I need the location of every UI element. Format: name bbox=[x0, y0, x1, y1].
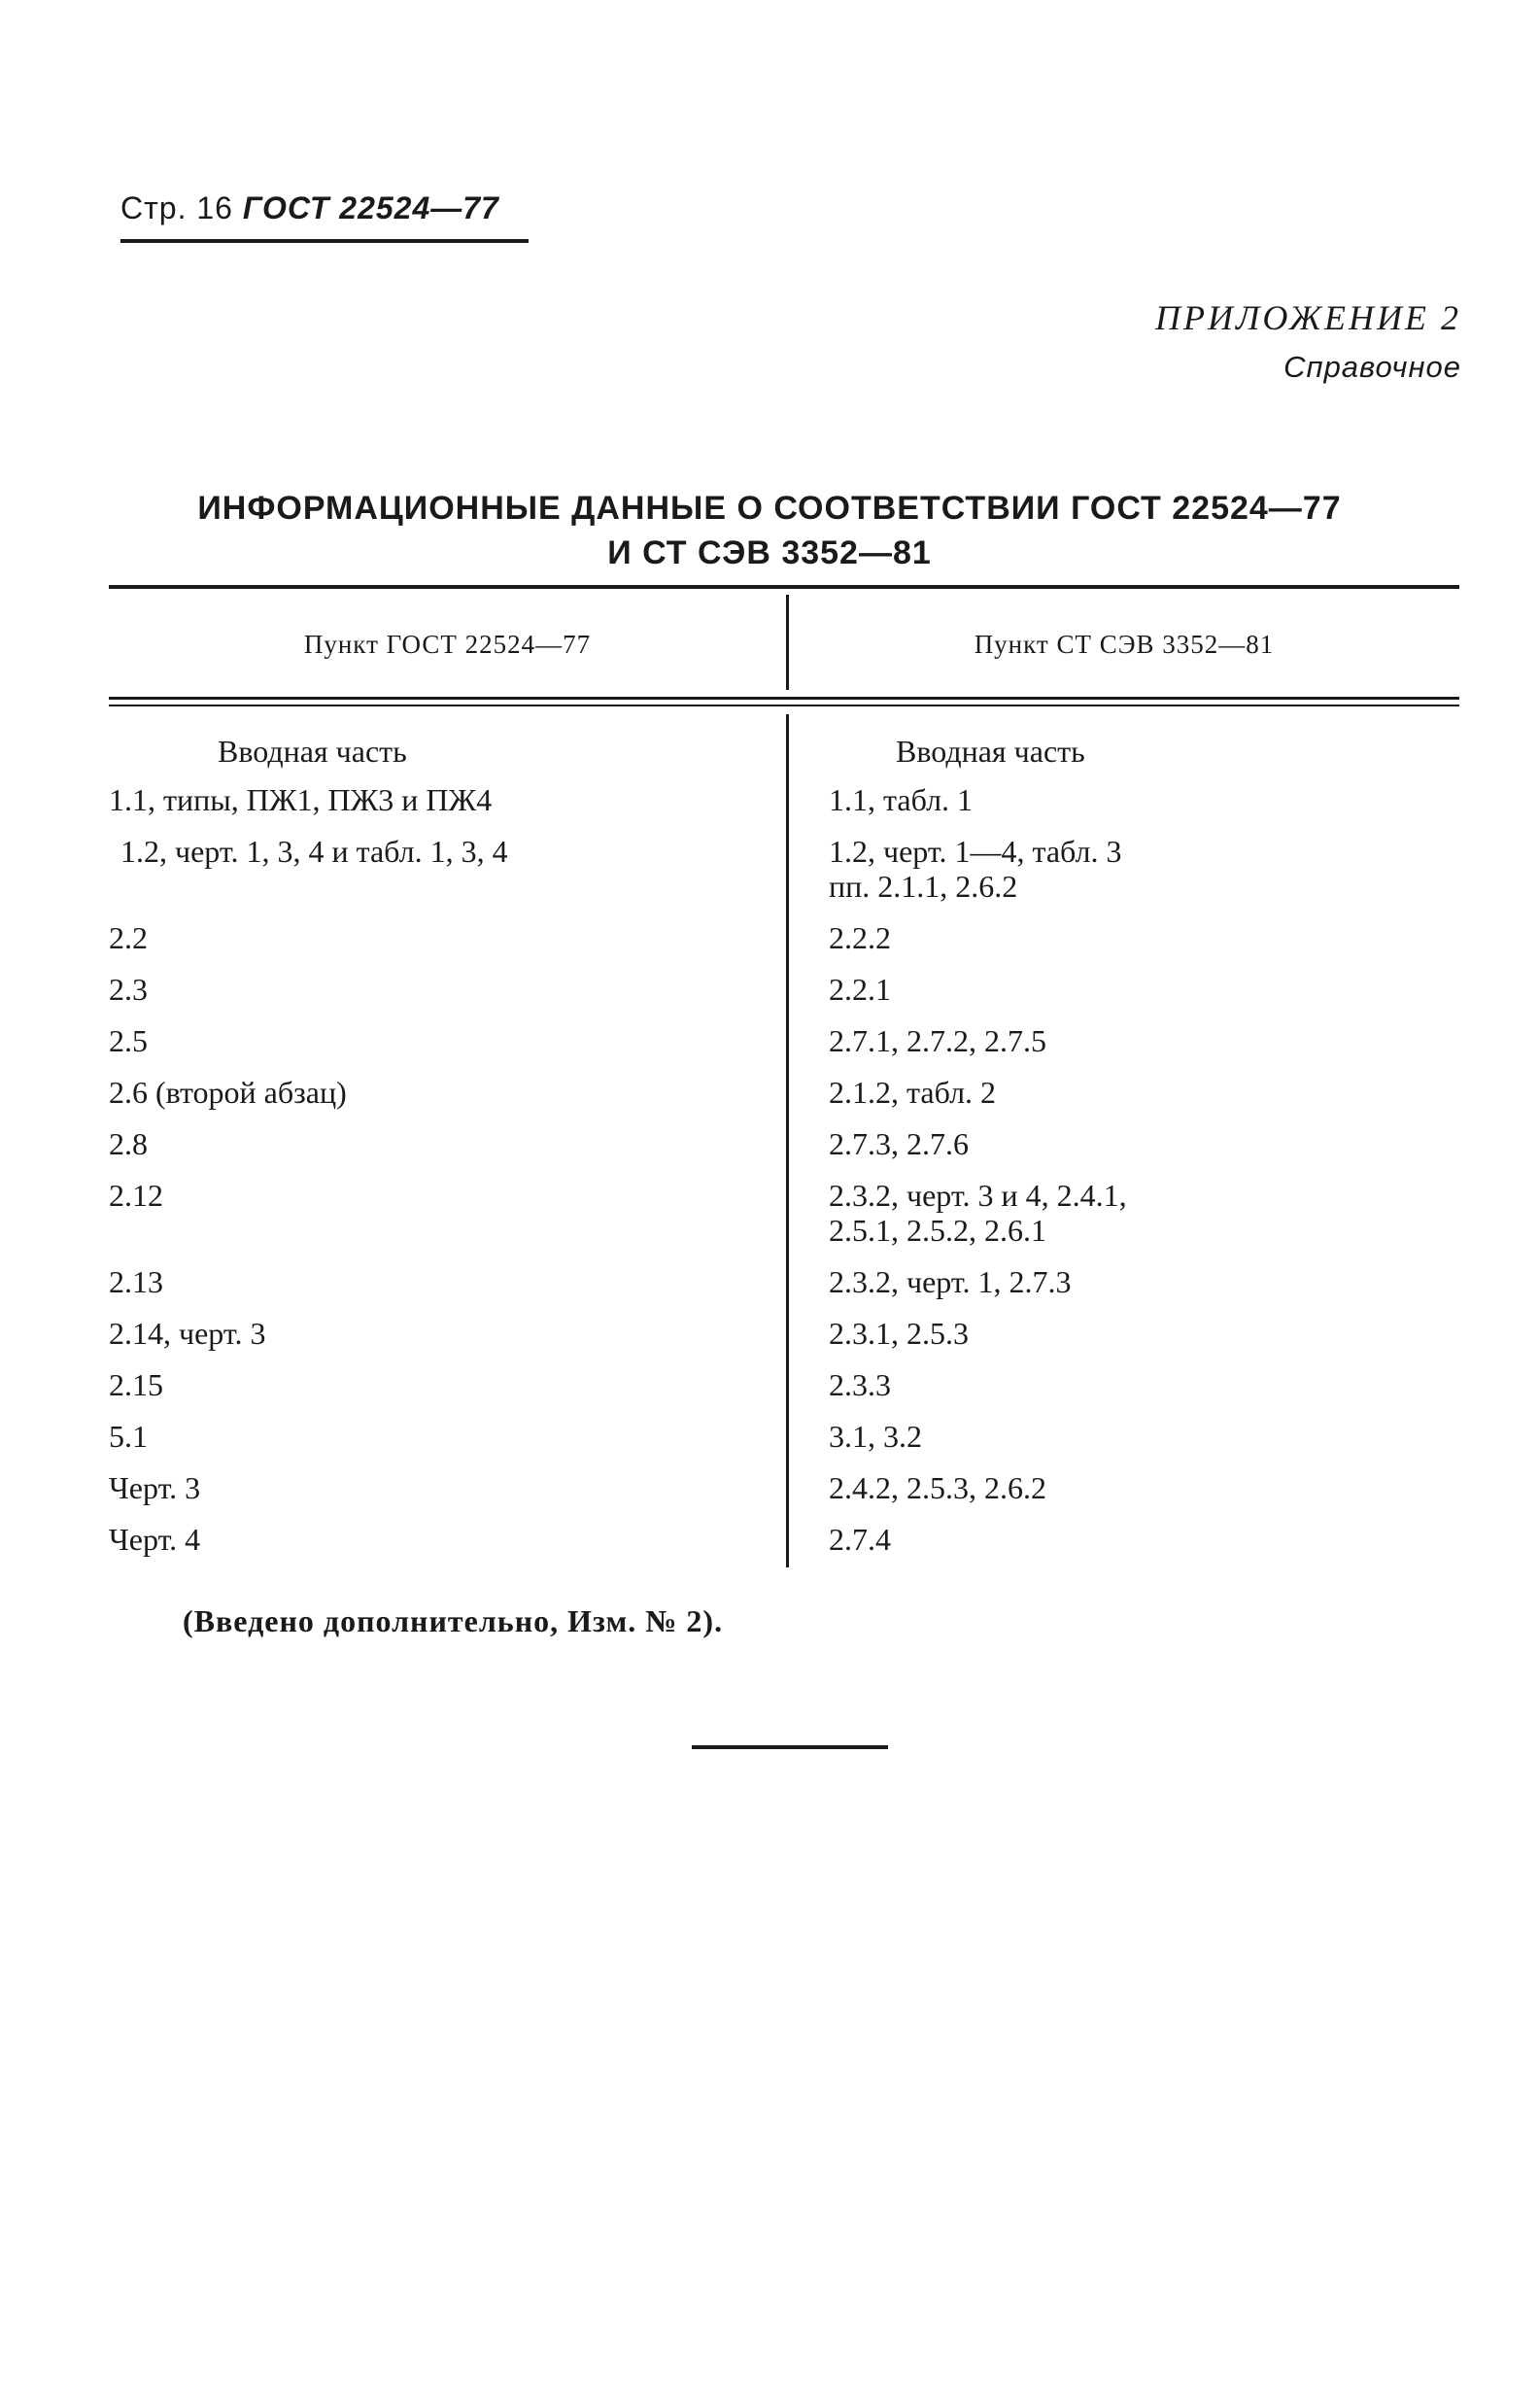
gost-clause: 2.6 (второй абзац) bbox=[109, 1075, 347, 1110]
table-header-rule-double bbox=[109, 705, 1459, 706]
table-row bbox=[109, 1316, 1459, 1351]
st-sev-clause: 1.1, табл. 1 bbox=[829, 782, 974, 817]
gost-clause: 2.2 bbox=[109, 920, 148, 955]
gost-clause: Черт. 4 bbox=[109, 1522, 201, 1557]
appendix-title: ПРИЛОЖЕНИЕ 2 bbox=[1155, 298, 1461, 337]
gost-clause: 1.1, типы, ПЖ1, ПЖ3 и ПЖ4 bbox=[109, 782, 493, 817]
st-sev-clause: 2.7.1, 2.7.2, 2.7.5 bbox=[829, 1023, 1046, 1058]
st-sev-clause: 2.7.3, 2.7.6 bbox=[829, 1126, 969, 1161]
standard-number: ГОСТ 22524—77 bbox=[242, 190, 499, 225]
st-sev-clause: 2.3.1, 2.5.3 bbox=[829, 1316, 969, 1351]
table-row bbox=[109, 834, 1459, 904]
gost-clause: 2.5 bbox=[109, 1023, 148, 1058]
gost-clause: 2.15 bbox=[109, 1367, 163, 1402]
correspondence-table bbox=[109, 734, 1459, 1573]
table-row bbox=[109, 1126, 1459, 1161]
table-row bbox=[109, 1522, 1459, 1557]
st-sev-clause: 3.1, 3.2 bbox=[829, 1419, 922, 1454]
column-header-st-sev: Пункт СТ СЭВ 3352—81 bbox=[974, 630, 1275, 659]
table-row bbox=[109, 972, 1459, 1007]
table-row bbox=[109, 1178, 1459, 1248]
header-underline bbox=[120, 239, 529, 243]
table-row bbox=[109, 1470, 1459, 1505]
page-header bbox=[120, 190, 499, 226]
table-top-rule bbox=[109, 585, 1459, 589]
amendment-note: (Введено дополнительно, Изм. № 2). bbox=[183, 1603, 724, 1638]
table-row bbox=[109, 1367, 1459, 1402]
st-sev-clause-line: пп. 2.1.1, 2.6.2 bbox=[829, 869, 1018, 904]
document-title-line-1: ИНФОРМАЦИОННЫЕ ДАННЫЕ О СООТВЕТСТВИИ ГОСТ 22524—77 bbox=[197, 490, 1342, 527]
st-sev-clause-line: 2.3.2, черт. 3 и 4, 2.4.1, bbox=[829, 1178, 1127, 1213]
page-number: Стр. 16 bbox=[120, 190, 233, 225]
st-sev-clause bbox=[786, 834, 1459, 904]
table-row bbox=[109, 734, 1459, 769]
document-title-line-2: И СТ СЭВ 3352—81 bbox=[607, 534, 932, 571]
gost-clause: Черт. 3 bbox=[109, 1470, 201, 1505]
table-row bbox=[109, 1075, 1459, 1110]
table-row bbox=[109, 1419, 1459, 1454]
st-sev-clause: 2.3.3 bbox=[829, 1367, 891, 1402]
table-row bbox=[109, 1264, 1459, 1299]
st-sev-clause-line: 2.5.1, 2.5.2, 2.6.1 bbox=[829, 1213, 1046, 1248]
gost-clause: 2.3 bbox=[109, 972, 148, 1007]
st-sev-clause bbox=[786, 1178, 1459, 1248]
st-sev-clause: 2.2.1 bbox=[829, 972, 891, 1007]
table-header-rule bbox=[109, 697, 1459, 700]
gost-clause: 2.14, черт. 3 bbox=[109, 1316, 266, 1351]
gost-clause: 2.12 bbox=[109, 1178, 163, 1213]
gost-clause: 2.8 bbox=[109, 1126, 148, 1161]
table-row bbox=[109, 1023, 1459, 1058]
end-rule bbox=[692, 1745, 888, 1749]
gost-clause: Вводная часть bbox=[218, 734, 407, 769]
st-sev-clause: 2.2.2 bbox=[829, 920, 891, 955]
document-title bbox=[0, 486, 1539, 575]
st-sev-clause: 2.7.4 bbox=[829, 1522, 891, 1557]
gost-clause: 5.1 bbox=[109, 1419, 148, 1454]
st-sev-clause: Вводная часть bbox=[896, 734, 1085, 769]
appendix-label bbox=[1155, 297, 1461, 385]
column-header-gost: Пункт ГОСТ 22524—77 bbox=[303, 630, 592, 659]
gost-clause: 1.2, черт. 1, 3, 4 и табл. 1, 3, 4 bbox=[120, 834, 508, 869]
table-row bbox=[109, 782, 1459, 817]
table-row bbox=[109, 920, 1459, 955]
st-sev-clause-line: 1.2, черт. 1—4, табл. 3 bbox=[829, 834, 1122, 869]
appendix-subtitle: Справочное bbox=[1283, 350, 1461, 384]
st-sev-clause: 2.4.2, 2.5.3, 2.6.2 bbox=[829, 1470, 1046, 1505]
st-sev-clause: 2.1.2, табл. 2 bbox=[829, 1075, 997, 1110]
st-sev-clause: 2.3.2, черт. 1, 2.7.3 bbox=[829, 1264, 1072, 1299]
gost-clause: 2.13 bbox=[109, 1264, 163, 1299]
